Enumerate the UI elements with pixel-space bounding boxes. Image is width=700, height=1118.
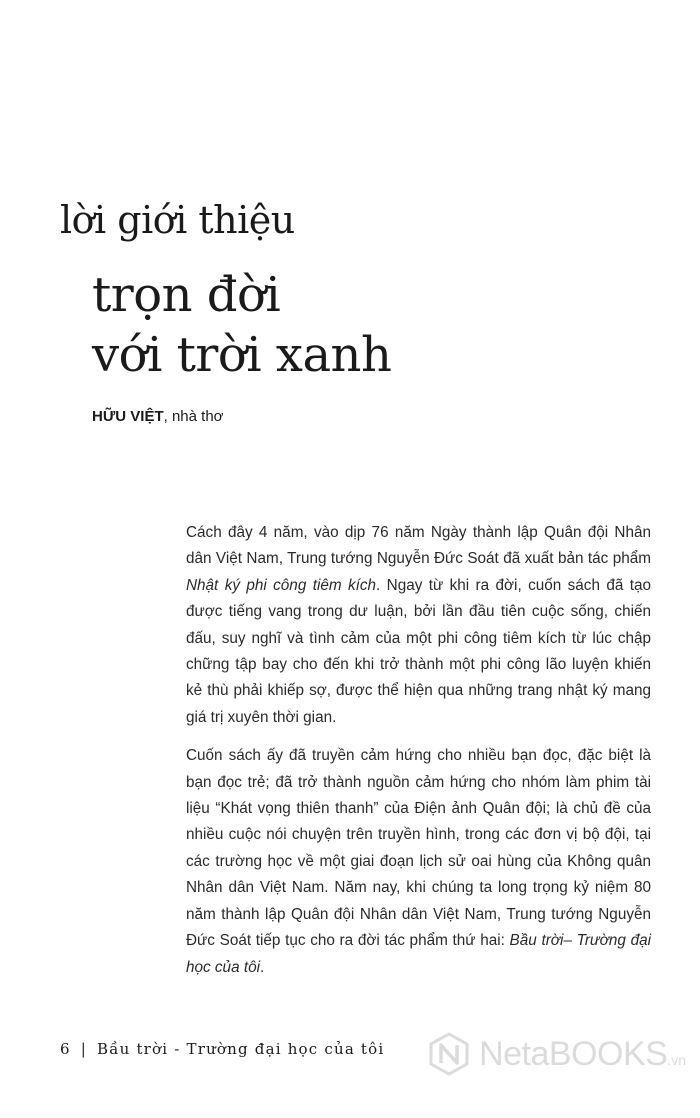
paragraph-2-text-b: . (259, 958, 265, 976)
watermark-brand: NetaBOOKS (479, 1034, 668, 1073)
author-line (92, 408, 224, 425)
watermark-suffix: .vn (667, 1051, 686, 1068)
watermark-text (479, 1035, 686, 1074)
footer-separator: | (80, 1040, 88, 1058)
author-name: HỮU VIỆT (92, 408, 164, 425)
book-title-italic: Nhật ký phi công tiêm kích (186, 576, 377, 594)
page-number: 6 (60, 1040, 71, 1058)
paragraph-1-text-a: Cách đây 4 năm, vào dịp 76 năm Ngày thành lập Quân đội Nhân dân Việt Nam, Trung tướng Nguyễn Đức Soát đã xuất bản tác phẩm (186, 524, 651, 568)
netabooks-logo-icon (427, 1032, 471, 1076)
running-title: Bầu trời - Trường đại học của tôi (97, 1040, 385, 1058)
book-title-italic-2: Bầu trời– Trường đại học của tôi (186, 932, 651, 976)
paragraph-1-text-b: . Ngay từ khi ra đời, cuốn sách đã tạo được tiếng vang trong dư luận, bởi lần đầu tiên cuộc sống, chiến đấu, suy nghĩ và tình cảm của một phi công tiêm kích từ lúc chập chững tập bay cho đến khi trở thành một phi công lão luyện khiến kẻ thù phải khiếp sợ, được thể hiện qua những trang nhật ký mang giá trị xuyên thời gian. (186, 576, 651, 726)
paragraph-1 (186, 520, 651, 731)
page-footer (60, 1040, 384, 1058)
author-role: , nhà thơ (163, 408, 224, 425)
paragraph-2-text-a: Cuốn sách ấy đã truyền cảm hứng cho nhiều bạn đọc, đặc biệt là bạn đọc trẻ; đã trở thành nguồn cảm hứng cho nhóm làm phim tài liệu “Khát vọng thiên thanh” của Điện ảnh Quân đội; là chủ đề của nhiều cuộc nói chuyện trên truyền hình, trong các đơn vị bộ đội, tại các trường học về một giai đoạn lịch sử oai hùng của Không quân Nhân dân Việt Nam. Năm nay, khi chúng ta long trọng kỷ niệm 80 năm thành lập Quân đội Nhân dân Việt Nam, Trung tướng Nguyễn Đức Soát tiếp tục cho ra đời tác phẩm thứ hai: (186, 747, 651, 950)
body-text (186, 520, 651, 981)
page-title-line-1: trọn đời (92, 267, 281, 323)
paragraph-2 (186, 743, 651, 981)
page-title-line-2: với trời xanh (92, 327, 392, 383)
watermark (427, 1032, 686, 1076)
section-kicker: lời giới thiệu (60, 198, 295, 242)
